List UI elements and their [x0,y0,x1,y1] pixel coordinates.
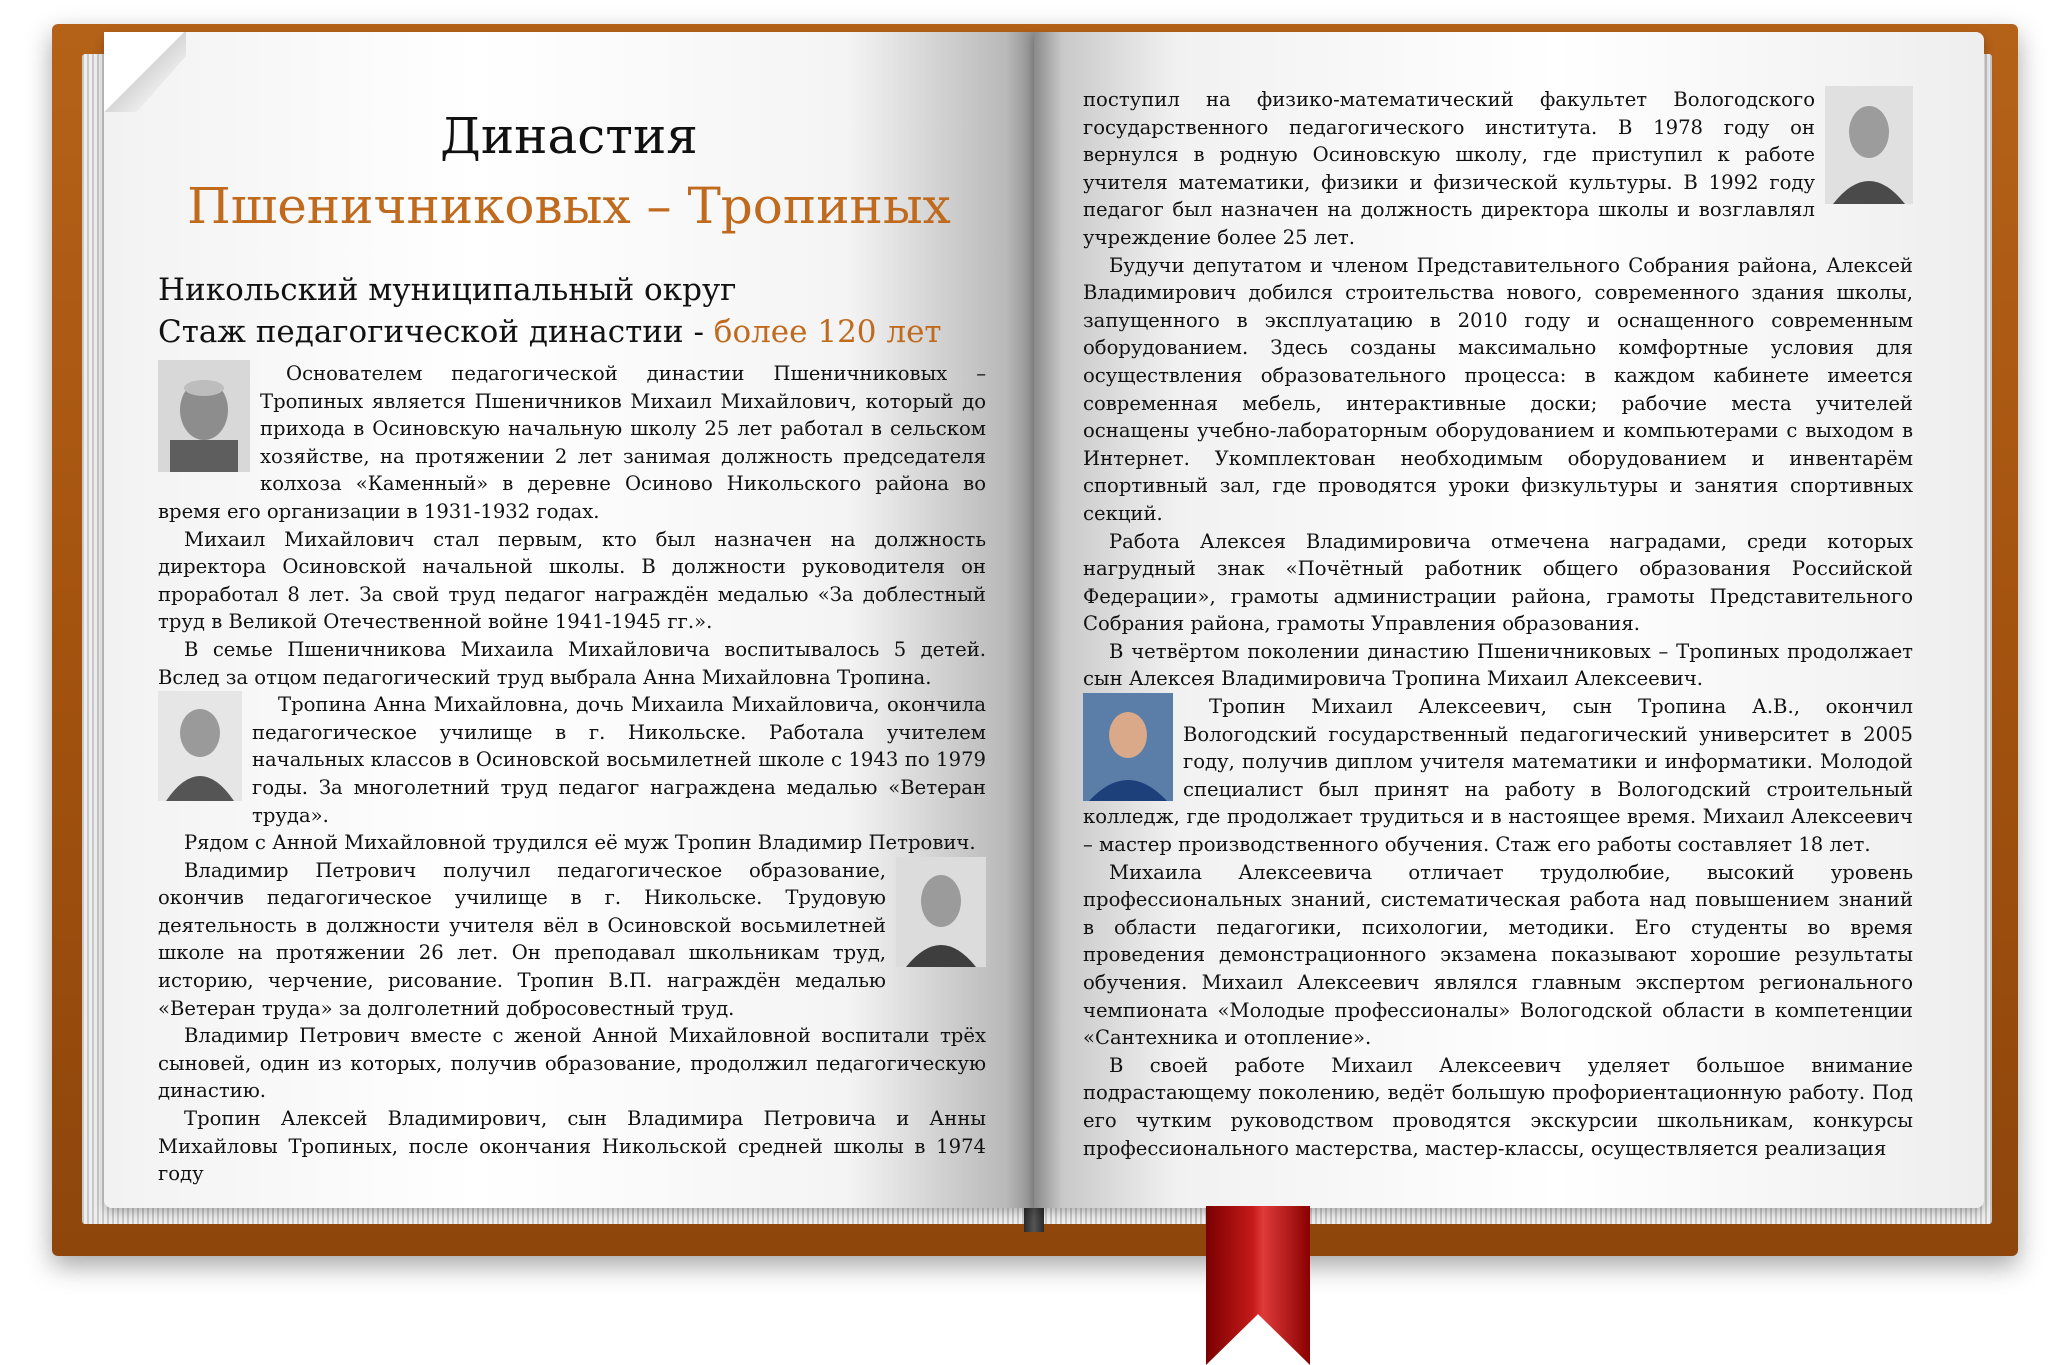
paragraph-vladimir [158,857,986,1023]
bookmark-ribbon[interactable] [1206,1206,1310,1365]
paragraph-founder [158,360,986,526]
subtitle-experience-value: более 120 лет [713,314,942,350]
paragraph-director: Михаил Михайлович стал первым, кто был назначен на должность директора Осиновской начальной школы. В должности руководителя он проработал 8 лет. За свой труд педагог награждён медалью «За доблестный труд в Великой Отечественной войне 1941-1945 гг.». [158,527,986,634]
paragraph-new-school: Будучи депутатом и членом Представительного Собрания района, Алексей Владимирович добился строительства нового, современного здания школы, запущенного в эксплуатацию в 2010 году и оснащенного современным оборудованием. Здесь созданы максимально комфортные условия для осуществления образовательного процесса: в каждом кабинете имеется современная мебель, интерактивные доски; рабочие места учителей оснащены учебно-лабораторным оборудованием и компьютерами с выходом в Интернет. Укомплектован необходимым оборудованием и инвентарём спортивный зал, где проводятся уроки физкультуры и занятия спортивных секций. [1083,253,1913,525]
paragraph-alexey-career [1083,86,1913,252]
paragraph-sons: Владимир Петрович вместе с женой Анной Михайловной воспитали трёх сыновей, один из которых, получив образование, продолжил педагогическую династию. [158,1024,986,1103]
portrait-tropin-mikhail-photo [1083,693,1173,801]
subtitle-district: Никольский муниципальный округ [158,272,737,308]
paragraph-mikhail-qualities: Михаила Алексеевича отличает трудолюбие, высокий уровень профессиональных знаний, систематическая работа над повышением знаний в области педагогики, психологии, методики. Его студенты во время проведения демонстрационного экзамена показывают хорошие результаты обучения. Михаил Алексеевич являлся главным экспертом регионального чемпионата «Молодые профессионалы» Вологодской области в компетенции «Сантехника и отопление». [1083,860,1913,1050]
paragraph-anna [158,691,986,829]
paragraph-alexey: Тропин Алексей Владимирович, сын Владимира Петровича и Анны Михайловы Тропиных, после окончания Никольской средней школы в 1974 году [158,1107,986,1186]
founder-text: Основателем педагогической династии Пшеничниковых – Тропиных является Пшеничников Михаил Михайлович, который до прихода в Осиновскую начальную школу 25 лет работал в сельском хозяйстве, на протяжении 2 лет занимая должность председателя колхоза «Каменный» в деревне Осиново Никольского района во время его организации в 1931-1932 годах. [158,362,986,523]
title-dynasty: Династия [440,107,698,165]
subtitle-experience-label: Стаж педагогической династии - [158,314,714,350]
alexey-career-text: поступил на физико-математический факультет Вологодского государственного педагогического института. В 1978 году он вернулся в родную Осиновскую школу, где приступил к работе учителя математики, физики и физической культуры. В 1992 году педагог был назначен на должность директора школы и возглавлял учреждение более 25 лет. [1083,88,1815,249]
portrait-tropin-vladimir-photo [896,857,986,967]
portrait-tropina-anna-photo [158,691,242,801]
mikhail-text: Тропин Михаил Алексеевич, сын Тропина А.В., окончил Вологодский государственный педагогический университет в 2005 году, получив диплом учителя математики и информатики. Молодой специалист был принят на работу в Вологодский строительный колледж, где продолжает трудиться и в настоящее время. Михаил Алексеевич – мастер производственного обучения. Стаж его работы составляет 18 лет. [1083,695,1913,857]
portrait-tropin-alexey-photo [1825,86,1913,204]
title-family-names: Пшеничниковых – Тропиных [187,177,951,235]
portrait-pshenichnikov-mikhail-photo [158,360,250,472]
paragraph-children: В семье Пшеничникова Михаила Михайловича воспитывалось 5 детей. Вслед за отцом педагогический труд выбрала Анна Михайловна Тропина. [158,637,986,689]
right-page-text [1083,86,1913,1162]
paragraph-mikhail [1083,693,1913,859]
paragraph-fourth-generation: В четвёртом поколении династию Пшеничниковых – Тропиных продолжает сын Алексея Владимировича Тропина Михаил Алексеевич. [1083,639,1913,691]
paragraph-mikhail-work: В своей работе Михаил Алексеевич уделяет большое внимание подрастающему поколению, ведёт большую профориентационную работу. Под его чутким руководством проводятся экскурсии школьникам, конкурсы профессионального мастерства, мастер-классы, осуществляется реализация [1083,1053,1913,1160]
anna-text: Тропина Анна Михайловна, дочь Михаила Михайловича, окончила педагогическое училище в г. Никольске. Работала учителем начальных классов в Осиновской восьмилетней школе с 1943 по 1979 годы. За многолетний труд педагог награждена медалью «Ветеран труда». [252,693,986,827]
vladimir-text: Владимир Петрович получил педагогическое образование, окончив педагогическое училище в г. Никольске. Трудовую деятельность в должности учителя вёл в Осиновской восьмилетней школе на протяжении 26 лет. Он преподавал школьникам труд, историю, черчение, рисование. Тропин В.П. награждён медалью «Ветеран труда» за долголетний добросовестный труд. [158,858,886,1020]
subtitle-experience [158,312,942,352]
paragraph-husband: Рядом с Анной Михайловной трудился её муж Тропин Владимир Петрович. [184,831,976,855]
paragraph-awards: Работа Алексея Владимировича отмечена наградами, среди которых нагрудный знак «Почётный работник общего образования Российской Федерации», грамоты администрации района, грамоты Представительного Собрания района, грамоты Управления образования. [1083,529,1913,636]
left-page-text [158,360,986,1188]
